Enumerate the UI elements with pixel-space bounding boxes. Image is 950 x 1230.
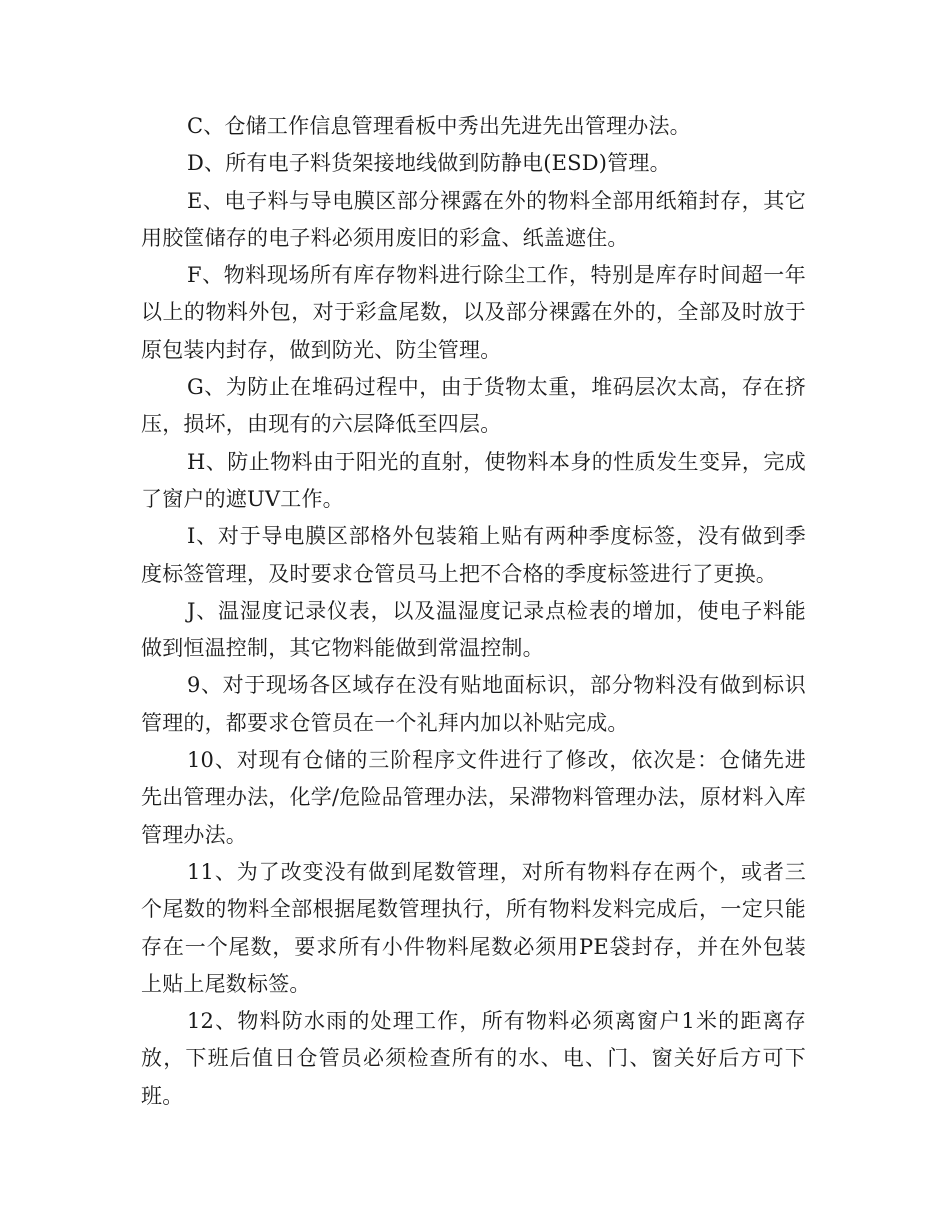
paragraph-i: I、对于导电膜区部格外包装箱上贴有两种季度标签，没有做到季度标签管理，及时要求仓管员马上把不合格的季度标签进行了更换。 (141, 524, 806, 586)
paragraph-e: E、电子料与导电膜区部分裸露在外的物料全部用纸箱封存，其它用胶筐储存的电子料必须用废旧的彩盒、纸盖遮住。 (141, 188, 806, 250)
paragraph-11: 11、为了改变没有做到尾数管理，对所有物料存在两个，或者三个尾数的物料全部根据尾数管理执行，所有物料发料完成后，一定只能存在一个尾数，要求所有小件物料尾数必须用PE袋封存，并在外包装上贴上尾数标签。 (141, 859, 806, 996)
paragraph-j: J、温湿度记录仪表，以及温湿度记录点检表的增加，使电子料能做到恒温控制，其它物料能做到常温控制。 (141, 598, 806, 661)
paragraph-10: 10、对现有仓储的三阶程序文件进行了修改，依次是：仓储先进先出管理办法，化学/危险品管理办法，呆滞物料管理办法，原材料入库管理办法。 (141, 748, 806, 847)
paragraph-d: D、所有电子料货架接地线做到防静电(ESD)管理。 (187, 151, 671, 176)
document-body (141, 108, 806, 1115)
paragraph-f: F、物料现场所有库存物料进行除尘工作，特别是库存时间超一年以上的物料外包，对于彩盒尾数，以及部分裸露在外的，全部及时放于原包装内封存，做到防光、防尘管理。 (141, 263, 806, 362)
paragraph-12: 12、物料防水雨的处理工作，所有物料必须离窗户1米的距离存放，下班后值日仓管员必须检查所有的水、电、门、窗关好后方可下班。 (141, 1009, 806, 1108)
paragraph-g: G、为防止在堆码过程中，由于货物太重，堆码层次太高，存在挤压，损坏，由现有的六层降低至四层。 (141, 375, 806, 437)
paragraph-c: C、仓储工作信息管理看板中秀出先进先出管理办法。 (187, 114, 691, 138)
paragraph-h: H、防止物料由于阳光的直射，使物料本身的性质发生变异，完成了窗户的遮UV工作。 (141, 449, 806, 511)
paragraph-9: 9、对于现场各区域存在没有贴地面标识，部分物料没有做到标识管理的，都要求仓管员在一个礼拜内加以补贴完成。 (141, 673, 806, 735)
